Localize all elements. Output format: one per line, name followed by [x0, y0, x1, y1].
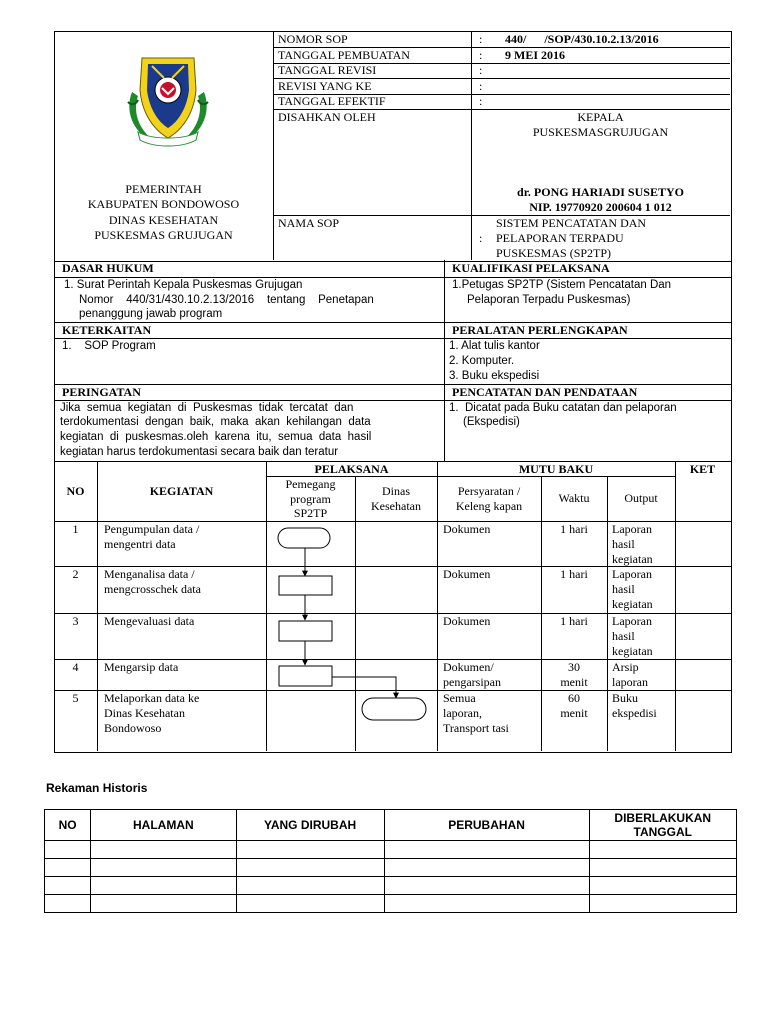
- row-4-no: 4: [72, 660, 79, 674]
- history-col-no: NO: [45, 810, 91, 841]
- col-pemegang-line-2: program: [290, 492, 331, 506]
- history-table: [44, 809, 737, 913]
- flow-terminator-end: [362, 698, 426, 720]
- row-5-kegiatan-3: Bondowoso: [104, 721, 162, 735]
- history-row: [45, 895, 737, 913]
- col-persyaratan-line-2: Keleng kapan: [455, 499, 523, 513]
- history-row: [45, 841, 737, 859]
- kualifikasi-line-1: 1.Petugas SP2TP (Sistem Pencatatan Dan: [452, 279, 672, 291]
- row-2-output-1: Laporan: [612, 567, 652, 581]
- row-2-persyaratan: Dokumen: [443, 567, 491, 581]
- field-sep: :: [479, 79, 483, 93]
- peringatan-line-3: kegiatan di puskesmas.oleh karena itu, semua data hasil: [60, 431, 372, 443]
- field-label-revisi-ke: REVISI YANG KE: [278, 79, 372, 93]
- field-sep: :: [479, 94, 483, 108]
- row-4-persyaratan-1: Dokumen/: [443, 660, 494, 674]
- institution-line-4: PUSKESMAS GRUJUGAN: [94, 228, 233, 242]
- row-3-output-1: Laporan: [612, 614, 652, 628]
- row-5-kegiatan-1: Melaporkan data ke: [104, 691, 200, 705]
- field-label-tanggal-efektif: TANGGAL EFEKTIF: [278, 94, 386, 108]
- col-pemegang-line-1: Pemegang: [285, 477, 336, 491]
- peringatan-line-2: terdokumentasi dengan baik, maka akan kehilangan data: [60, 416, 371, 428]
- pencatatan-title: PENCATATAN DAN PENDATAAN: [452, 385, 638, 399]
- approver-nip: NIP. 19770920 200604 1 012: [529, 200, 672, 214]
- row-5-output-2: ekspedisi: [612, 706, 657, 720]
- col-no-header: NO: [66, 484, 85, 498]
- institution-line-2: KABUPATEN BONDOWOSO: [87, 197, 240, 211]
- col-waktu-header: Waktu: [558, 491, 590, 505]
- dasar-hukum-line-3: penanggung jawab program: [79, 308, 223, 320]
- peralatan-line-1: 1. Alat tulis kantor: [449, 340, 540, 352]
- row-4-kegiatan-1: Mengarsip data: [104, 660, 179, 674]
- row-5-waktu-2: menit: [560, 706, 588, 720]
- row-2-kegiatan-1: Menganalisa data /: [104, 567, 195, 581]
- row-5-persyaratan-1: Semua: [443, 691, 476, 705]
- peralatan-line-2: 2. Komputer.: [449, 355, 515, 367]
- pencatatan-line-1: 1. Dicatat pada Buku catatan dan pelaporan: [449, 402, 677, 414]
- peralatan-title: PERALATAN PERLENGKAPAN: [452, 323, 628, 337]
- row-3-output-3: kegiatan: [612, 644, 653, 658]
- dasar-hukum-line-2: Nomor 440/31/430.10.2.13/2016 tentang Penetapan: [79, 294, 374, 306]
- peringatan-title: PERINGATAN: [62, 385, 141, 399]
- flow-process-3: [279, 621, 332, 641]
- col-pemegang-line-3: SP2TP: [293, 506, 328, 520]
- flow-process-4: [279, 666, 332, 686]
- col-dinas-line-1: Dinas: [382, 484, 410, 498]
- flow-terminator-start: [278, 528, 330, 548]
- approver-title-2: PUSKESMASGRUJUGAN: [532, 125, 669, 139]
- field-sep: :: [479, 48, 483, 62]
- col-persyaratan-line-1: Persyaratan /: [457, 484, 521, 498]
- field-label-tanggal-pembuatan: TANGGAL PEMBUATAN: [278, 48, 410, 62]
- row-5-no: 5: [72, 691, 79, 705]
- row-3-persyaratan: Dokumen: [443, 614, 491, 628]
- col-dinas-line-2: Kesehatan: [371, 499, 421, 513]
- kualifikasi-title: KUALIFIKASI PELAKSANA: [452, 261, 610, 275]
- row-2-output-2: hasil: [612, 582, 635, 596]
- row-1-kegiatan-1: Pengumpulan data /: [104, 522, 200, 536]
- row-5-waktu-1: 60: [568, 691, 580, 705]
- row-5-persyaratan-3: Transport tasi: [443, 721, 509, 735]
- history-row: [45, 877, 737, 895]
- kualifikasi-line-2: Pelaporan Terpadu Puskesmas): [467, 294, 631, 306]
- row-1-waktu: 1 hari: [560, 522, 588, 536]
- row-4-waktu-2: menit: [560, 675, 588, 689]
- approved-label: DISAHKAN OLEH: [278, 110, 376, 124]
- field-label-tanggal-revisi: TANGGAL REVISI: [278, 63, 377, 77]
- col-kegiatan-header: KEGIATAN: [149, 484, 214, 498]
- row-4-waktu-1: 30: [568, 660, 580, 674]
- row-1-output-3: kegiatan: [612, 552, 653, 566]
- approver-name: dr. PONG HARIADI SUSETYO: [517, 185, 684, 199]
- field-label-nomor-sop: NOMOR SOP: [278, 32, 348, 46]
- history-col-halaman: HALAMAN: [91, 810, 236, 841]
- history-col-diberlakukan: DIBERLAKUKAN TANGGAL: [589, 810, 736, 841]
- field-value-tanggal-pembuatan: 9 MEI 2016: [505, 48, 565, 62]
- peringatan-line-4: kegiatan harus terdokumentasi secara baik dan teratur: [60, 446, 339, 458]
- col-output-header: Output: [624, 491, 658, 505]
- sop-name-line-2: PELAPORAN TERPADU: [496, 231, 624, 245]
- dasar-hukum-line-1: 1. Surat Perintah Kepala Puskesmas Grujugan: [64, 279, 303, 291]
- row-3-no: 3: [72, 614, 79, 628]
- row-3-kegiatan-1: Mengevaluasi data: [104, 614, 195, 628]
- approver-title-1: KEPALA: [577, 110, 624, 124]
- col-mutu-baku-header: MUTU BAKU: [518, 462, 594, 476]
- institution-line-3: DINAS KESEHATAN: [108, 213, 219, 227]
- row-2-waktu: 1 hari: [560, 567, 588, 581]
- row-4-output-2: laporan: [612, 675, 648, 689]
- row-2-output-3: kegiatan: [612, 597, 653, 611]
- peralatan-line-3: 3. Buku ekspedisi: [449, 370, 540, 382]
- history-col-yang-dirubah: YANG DIRUBAH: [236, 810, 384, 841]
- row-2-no: 2: [72, 567, 79, 581]
- row-2-kegiatan-2: mengcrosschek data: [104, 582, 201, 596]
- sop-name-sep: :: [479, 231, 483, 245]
- history-title: Rekaman Historis: [46, 781, 148, 795]
- field-sep: :: [479, 32, 483, 46]
- row-1-persyaratan: Dokumen: [443, 522, 491, 536]
- row-1-output-2: hasil: [612, 537, 635, 551]
- row-3-waktu: 1 hari: [560, 614, 588, 628]
- col-ket-header: KET: [689, 462, 716, 476]
- row-4-output-1: Arsip: [612, 660, 639, 674]
- row-5-kegiatan-2: Dinas Kesehatan: [104, 706, 185, 720]
- row-3-output-2: hasil: [612, 629, 635, 643]
- row-1-kegiatan-2: mengentri data: [104, 537, 176, 551]
- institution-line-1: PEMERINTAH: [125, 182, 202, 196]
- row-4-persyaratan-2: pengarsipan: [443, 675, 501, 689]
- col-pelaksana-header: PELAKSANA: [314, 462, 389, 476]
- row-1-no: 1: [72, 522, 79, 536]
- peringatan-line-1: Jika semua kegiatan di Puskesmas tidak tercatat dan: [60, 402, 354, 414]
- pencatatan-line-2: (Ekspedisi): [463, 416, 520, 428]
- row-5-output-1: Buku: [612, 691, 639, 705]
- keterkaitan-line-1: 1. SOP Program: [62, 340, 156, 352]
- row-5-persyaratan-2: laporan,: [443, 706, 482, 720]
- dasar-hukum-title: DASAR HUKUM: [62, 261, 154, 275]
- field-sep: :: [479, 63, 483, 77]
- flow-connector: [332, 677, 396, 698]
- row-1-output-1: Laporan: [612, 522, 652, 536]
- field-value-nomor-sop: 440/ /SOP/430.10.2.13/2016: [505, 32, 659, 46]
- sop-name-line-3: PUSKESMAS (SP2TP): [496, 246, 612, 260]
- sop-name-label: NAMA SOP: [278, 216, 340, 230]
- flow-process-2: [279, 576, 332, 595]
- history-col-perubahan: PERUBAHAN: [384, 810, 589, 841]
- sop-name-line-1: SISTEM PENCATATAN DAN: [496, 216, 647, 230]
- keterkaitan-title: KETERKAITAN: [62, 323, 152, 337]
- history-row: [45, 859, 737, 877]
